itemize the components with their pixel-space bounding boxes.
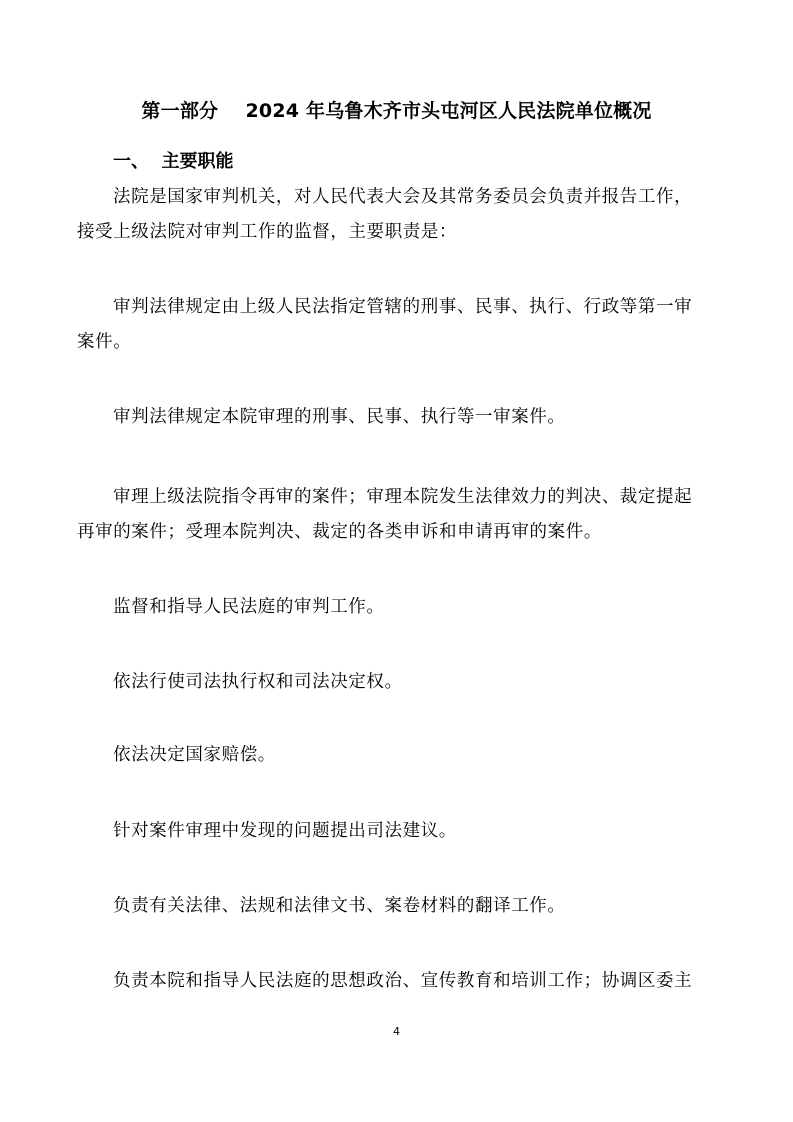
paragraph-line: 审判法律规定本院审理的刑事、民事、执行等一审案件。 [113,407,566,427]
paragraph-line: 审理上级法院指令再审的案件；审理本院发生法律效力的判决、裁定提起 [113,487,693,507]
paragraph-1 [77,180,693,250]
paragraph-line: 依法行使司法执行权和司法决定权。 [113,672,403,692]
paragraph-line: 法院是国家审判机关，对人民代表大会及其常务委员会负责并报告工作， [113,187,693,207]
paragraph-5 [113,590,385,625]
paragraph-2 [77,290,693,360]
paragraph-line: 监督和指导人民法庭的审判工作。 [113,597,385,617]
paragraph-line: 依法决定国家赔偿。 [113,745,276,765]
paragraph-8 [113,814,457,849]
document-title: 第一部分 2024 年乌鲁木齐市头屯河区人民法院单位概况 [141,100,652,122]
paragraph-10 [113,964,692,999]
paragraph-line: 接受上级法院对审判工作的监督，主要职责是： [77,222,458,242]
paragraph-9 [113,889,566,924]
paragraph-line: 负责本院和指导人民法庭的思想政治、宣传教育和培训工作；协调区委主 [113,971,693,991]
paragraph-line: 再审的案件；受理本院判决、裁定的各类申诉和申请再审的案件。 [77,522,602,542]
paragraph-line: 针对案件审理中发现的问题提出司法建议。 [113,821,457,841]
paragraph-4 [77,480,693,550]
paragraph-line: 审判法律规定由上级人民法指定管辖的刑事、民事、执行、行政等第一审 [113,297,693,317]
paragraph-line: 案件。 [77,332,132,352]
paragraph-3 [113,400,566,435]
page-number: 4 [393,1025,400,1038]
paragraph-6 [113,665,403,700]
paragraph-7 [113,738,276,773]
section-heading: 一、 主要职能 [113,151,234,172]
paragraph-line: 负责有关法律、法规和法律文书、案卷材料的翻译工作。 [113,896,566,916]
